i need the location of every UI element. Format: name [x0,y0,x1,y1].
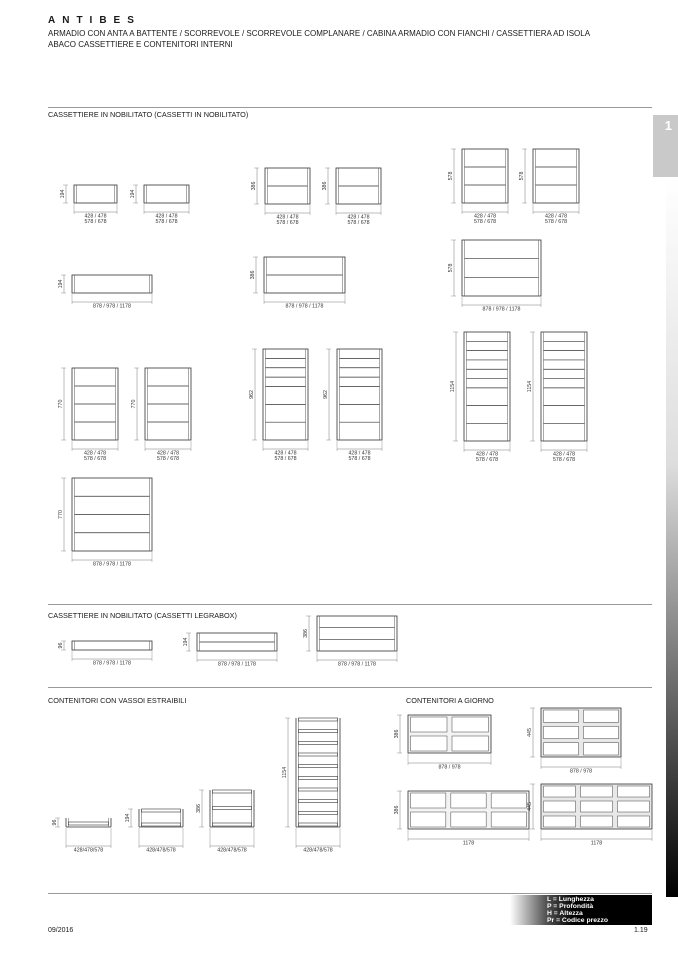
open-compartment [451,812,486,827]
dimension-label: 878 / 978 [438,764,461,771]
tray-shelf [213,790,252,793]
dimension-label: 194 [130,189,136,199]
dimension-label: 386 [250,270,256,280]
dimension-label: 878 / 978 / 1178 [338,661,376,668]
open-compartment [584,726,619,738]
legend-l: L = Lunghezza [547,896,594,903]
open-compartment [491,812,526,827]
footer-date: 09/2016 [48,927,74,934]
legend-h: H = Altezza [547,910,583,917]
open-compartment [544,801,576,812]
legend-p: P = Profondità [547,903,594,910]
cabinet-outline [533,149,579,203]
legend-pr: Pr = Codice prezzo [547,917,608,924]
dimension-label: 878 / 978 / 1178 [93,561,131,568]
dimension-label: 1178 [590,840,603,847]
dimension-label: 386 [394,729,400,739]
dimension-label: 194 [60,189,66,199]
cabinet-outline [74,185,117,203]
dimension-label: 96 [58,642,64,649]
dimension-label: 428 / 478 [347,214,370,221]
open-compartment [411,793,446,808]
open-compartment [452,736,489,751]
dimension-label: 878 / 978 / 1178 [93,303,131,310]
dimension-label: 962 [323,390,329,399]
dimension-label: 770 [131,399,137,409]
dimension-label: 194 [183,637,189,647]
dimension-label: 428 / 478 [552,451,576,458]
cabinet-outline [462,240,541,296]
tray-shelf [142,823,181,826]
tray-shelf [213,807,252,810]
cabinet-outline [263,349,308,440]
cabinet-outline [144,185,189,203]
dimension-label: 386 [394,805,400,815]
dimension-label: 578 / 678 [475,457,499,463]
dimension-label: 428 / 478 [348,450,371,457]
subtitle: ARMADIO CON ANTA A BATTENTE / SCORREVOLE / SCORREVOLE COMPLANARE / CABINA ARMADIO CON FIANCHI / CASSETTIERA AD ISOLA [48,29,591,38]
dimension-label: 445 [527,802,533,811]
open-compartment [584,710,619,722]
dimension-label: 428 / 478 [276,214,299,221]
dimension-label: 578 [448,263,454,273]
dimension-label: 1178 [462,840,475,847]
cabinet-outline [464,332,510,441]
tray-shelf [299,753,338,756]
dimension-label: 878 / 978 / 1178 [93,660,131,667]
tray-shelf [299,800,338,803]
tray-frame [296,718,340,827]
dimension-label: 578 [448,171,454,181]
dimension-label: 445 [527,728,533,737]
tray-shelf [299,776,338,779]
open-compartment [411,812,446,827]
open-compartment [581,786,613,797]
tray-shelf [299,788,338,791]
cabinet-outline [462,149,508,203]
open-compartment [618,801,650,812]
dimension-label: 878 / 978 / 1178 [285,303,324,310]
dimension-label: 386 [251,181,257,191]
cabinet-outline [72,275,152,293]
dimension-label: 428 / 478 [83,450,107,457]
tray-shelf [299,765,338,768]
dimension-label: 770 [58,399,64,409]
dimension-label: 578 / 678 [348,456,371,462]
dimension-label: 428/478/578 [217,847,247,854]
chapter-number: 1 [664,118,672,133]
dimension-label: 578 / 678 [347,220,370,226]
tray-shelf [299,718,338,721]
open-compartment [544,786,576,797]
open-compartment [584,743,619,755]
open-compartment [451,793,486,808]
cabinet-outline [541,332,587,441]
tray-shelf [213,823,252,826]
dimension-label: 428 / 478 [473,213,497,220]
dimension-label: 428 / 478 [475,451,499,458]
dimension-label: 962 [249,390,255,399]
dimension-label: 578 / 678 [84,219,107,225]
open-compartment [491,793,526,808]
dimension-label: 386 [303,629,309,638]
open-compartment [544,710,579,722]
cabinet-outline [72,641,152,650]
dimension-label: 878 / 978 [569,768,593,775]
dimension-label: 428 / 478 [274,450,297,457]
dimension-label: 878 / 978 / 1178 [218,661,256,668]
dimension-label: 578 / 678 [544,219,568,225]
open-compartment [452,717,489,732]
dimension-label: 578 / 678 [274,456,297,462]
dimension-label: 578 / 678 [156,456,180,462]
dimension-label: 386 [322,181,328,191]
tray-shelf [299,730,338,733]
dimension-label: 878 / 978 / 1178 [482,306,521,313]
dimension-label: 578 / 678 [473,219,497,225]
dimension-label: 428/478/578 [146,847,176,854]
open-compartment [581,816,613,827]
cabinet-outline [317,616,397,651]
dimension-label: 1154 [282,766,288,779]
brand-title: ANTIBES [48,15,141,26]
dimension-label: 1154 [527,380,533,393]
dimension-label: 194 [58,279,64,289]
dimension-label: 1154 [450,380,456,393]
section-title-nobilitato: CASSETTIERE IN NOBILITATO (CASSETTI IN NOBILITATO) [48,110,249,119]
open-compartment [411,717,448,732]
tray-shelf [69,822,109,825]
page-number: 1.19 [634,927,648,934]
dimension-label: 578 / 678 [155,219,178,225]
tray-shelf [299,811,338,814]
section-title-giorno: CONTENITORI A GIORNO [406,696,494,705]
dimension-label: 578 / 678 [276,220,299,226]
dimension-label: 96 [52,819,58,826]
dimension-label: 386 [196,804,202,813]
dimension-label: 578 / 678 [552,457,576,463]
catalog-subtitle: ABACO CASSETTIERE E CONTENITORI INTERNI [48,40,233,49]
open-compartment [544,816,576,827]
section-title-legrabox: CASSETTIERE IN NOBILITATO (CASSETTI LEGRABOX) [48,611,237,620]
open-compartment [544,743,579,755]
dimension-label: 428 / 478 [155,213,178,220]
dimension-label: 428 / 478 [156,450,180,457]
tray-shelf [142,809,181,812]
dimension-label: 578 / 678 [83,456,107,462]
open-compartment [544,726,579,738]
dimension-label: 194 [125,813,131,823]
dimension-label: 578 [519,171,525,181]
tray-shelf [299,823,338,826]
dimension-label: 428 / 478 [544,213,568,220]
dimension-label: 428/478/578 [303,847,333,854]
open-compartment [581,801,613,812]
open-compartment [618,816,650,827]
dimension-label: 770 [58,510,64,519]
dimension-label: 428 / 478 [84,213,107,220]
dimension-label: 428/478/578 [73,847,104,854]
tray-shelf [299,741,338,744]
section-title-vassoi: CONTENITORI CON VASSOI ESTRAIBILI [48,696,187,705]
cabinet-outline [337,349,382,440]
open-compartment [411,736,448,751]
open-compartment [618,786,650,797]
